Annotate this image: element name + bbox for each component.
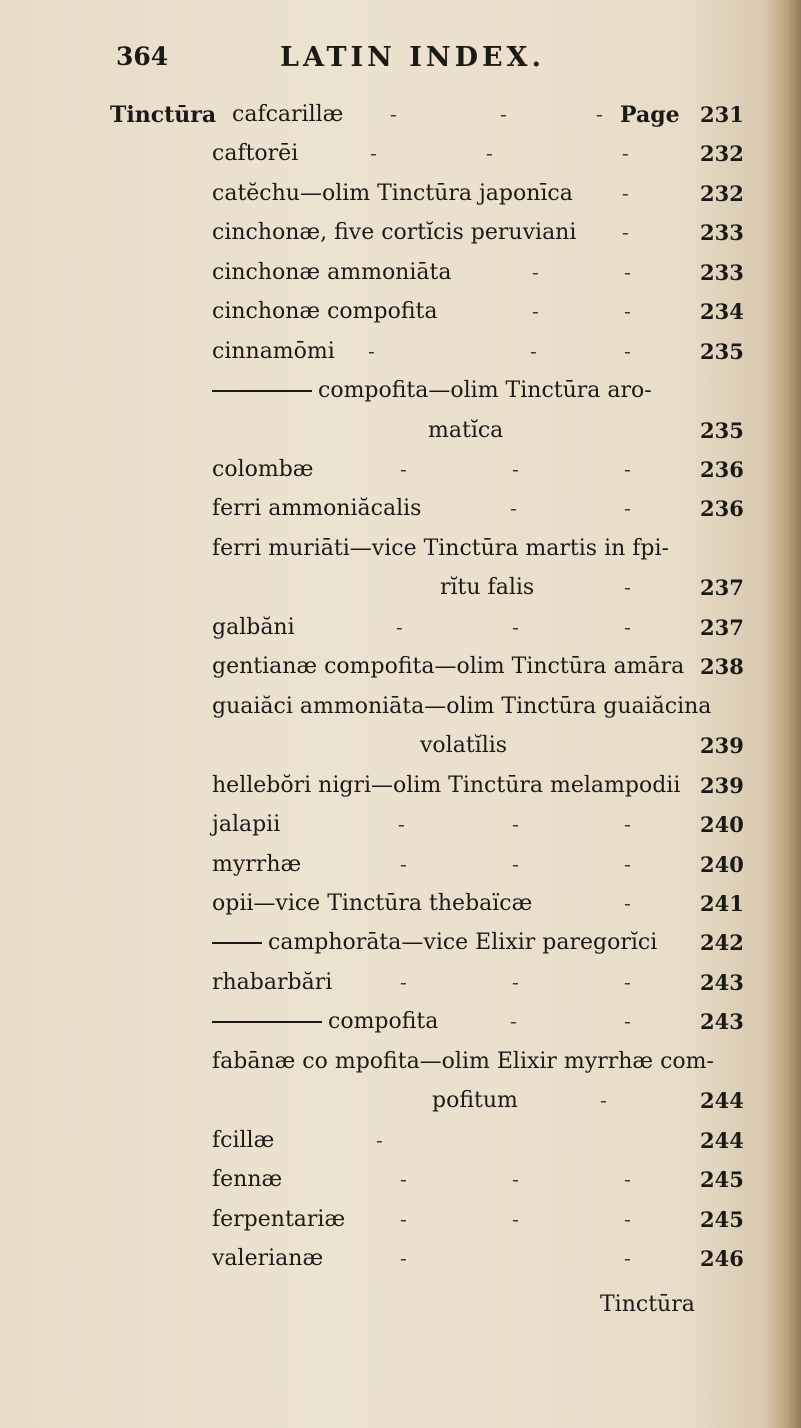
entry-term: ferri muriāti—vice Tinctūra martis in fpi- (212, 536, 669, 561)
entry-term: myrrhæ (212, 852, 302, 877)
entry-term (212, 1009, 438, 1034)
catchword: Tinctūra (600, 1292, 695, 1317)
entry-term: hellebŏri nigri—olim Tinctūra melampodii (212, 773, 681, 798)
index-entry: valerianæ - - 246 (212, 1246, 744, 1271)
entry-term: gentianæ compofita—olim Tinctūra amāra (212, 654, 685, 679)
entry-page: 245 (700, 1207, 744, 1232)
index-entry: cinnamōmi - - - 235 (212, 339, 744, 364)
entry-term-text: compofita (328, 1009, 439, 1034)
entry-page: 233 (700, 220, 744, 245)
index-entry: cinchonæ, five cortĭcis peruviani - 233 (212, 220, 744, 245)
entry-term: guaiăci ammoniāta—olim Tinctūra guaiăcina (212, 694, 712, 719)
entry-term: caftorēi (212, 141, 299, 166)
index-entry: opii—vice Tinctūra thebaïcæ - 241 (212, 891, 744, 916)
index-entry (0, 930, 801, 964)
entry-page: 244 (700, 1088, 744, 1113)
index-entry (0, 654, 801, 688)
entry-page: 245 (700, 1167, 744, 1192)
index-entry: galbăni - - - 237 (212, 615, 744, 640)
index-entry: fcillæ - 244 (212, 1128, 744, 1153)
entry-term: colombæ (212, 457, 314, 482)
entry-term: valerianæ (212, 1246, 324, 1271)
index-entry (0, 773, 801, 807)
entry-term: cinchonæ ammoniāta (212, 260, 452, 285)
entry-page: 240 (700, 852, 744, 877)
entry-term-text: camphorāta—vice Elixir paregorĭci (268, 930, 658, 955)
entry-page: 239 (700, 733, 744, 758)
entry-page: 243 (700, 970, 744, 995)
entry-term: cinchonæ, five cortĭcis peruviani (212, 220, 577, 245)
entry-term: fennæ (212, 1167, 283, 1192)
entry-page: 236 (700, 457, 744, 482)
entry-page: 232 (700, 141, 744, 166)
index-entry (0, 1049, 801, 1083)
index-entry-continuation (0, 418, 801, 452)
entry-page: 237 (700, 615, 744, 640)
entry-continuation: volatĭlis (420, 733, 508, 758)
entry-term: cinchonæ compofita (212, 299, 438, 324)
index-entry-continuation: pofitum - 244 (432, 1088, 744, 1113)
index-entry: ferri ammoniăcalis - - 236 (212, 496, 744, 521)
entry-term-text: compofita—olim Tinctūra aro- (318, 378, 652, 403)
entry-page: 233 (700, 260, 744, 285)
index-entry: cinchonæ ammoniāta - - 233 (212, 260, 744, 285)
entry-lead: Tinctūra (110, 102, 217, 128)
entry-page: 239 (700, 773, 744, 798)
running-head: LATIN INDEX. (280, 42, 545, 73)
entry-term: cinnamōmi (212, 339, 335, 364)
entry-term: rhabarbări (212, 970, 333, 995)
index-entry: caftorēi - - - 232 (212, 141, 744, 166)
entry-page: 240 (700, 812, 744, 837)
entry-continuation: pofitum (432, 1088, 518, 1113)
index-entry: Tinctūra cafcarillæ - - - Page 231 (110, 102, 744, 128)
entry-term: jalapii (212, 812, 281, 837)
entry-page: 236 (700, 496, 744, 521)
entry-page: 238 (700, 654, 744, 679)
entry-term: ferpentariæ (212, 1207, 346, 1232)
entry-page: 237 (700, 575, 744, 600)
entry-page: 246 (700, 1246, 744, 1271)
entry-term: ferri ammoniăcalis (212, 496, 422, 521)
entry-page: 235 (700, 418, 744, 443)
entry-continuation: matĭca (428, 418, 504, 443)
index-entry (0, 536, 801, 570)
index-entry: catĕchu—olim Tinctūra japonīca - 232 (212, 181, 744, 206)
entry-page: 234 (700, 299, 744, 324)
index-entry (0, 378, 801, 412)
index-entry: compofita - - 243 (0, 1009, 801, 1043)
entry-page: 242 (700, 930, 744, 955)
index-entry-continuation: rĭtu falis - 237 (440, 575, 744, 600)
entry-page: 244 (700, 1128, 744, 1153)
index-entry: jalapii - - - 240 (212, 812, 744, 837)
page-header (0, 42, 801, 82)
entry-continuation: rĭtu falis (440, 575, 535, 600)
entry-page: 235 (700, 339, 744, 364)
index-entry: colombæ - - - 236 (212, 457, 744, 482)
page-label: Page (620, 102, 680, 128)
entry-term: galbăni (212, 615, 295, 640)
index-entry: myrrhæ - - - 240 (212, 852, 744, 877)
entry-page: 231 (700, 102, 744, 127)
entry-page: 232 (700, 181, 744, 206)
index-entry: rhabarbări - - - 243 (212, 970, 744, 995)
index-entry: ferpentariæ - - - 245 (212, 1207, 744, 1232)
index-entry (0, 694, 801, 728)
entry-term: catĕchu—olim Tinctūra japonīca (212, 181, 573, 206)
entry-page: 243 (700, 1009, 744, 1034)
entry-term: cafcarillæ (232, 102, 344, 127)
index-entry: cinchonæ compofita - - 234 (212, 299, 744, 324)
entry-page: 241 (700, 891, 744, 916)
index-entry-continuation (0, 733, 801, 767)
index-entry: fennæ - - - 245 (212, 1167, 744, 1192)
entry-term: fcillæ (212, 1128, 275, 1153)
entry-term: fabānæ co mpofita—olim Elixir myrrhæ com- (212, 1049, 714, 1074)
page-number: 364 (116, 42, 169, 71)
entry-term: opii—vice Tinctūra thebaïcæ (212, 891, 533, 916)
entry-term (212, 930, 657, 955)
entry-term (212, 378, 652, 403)
